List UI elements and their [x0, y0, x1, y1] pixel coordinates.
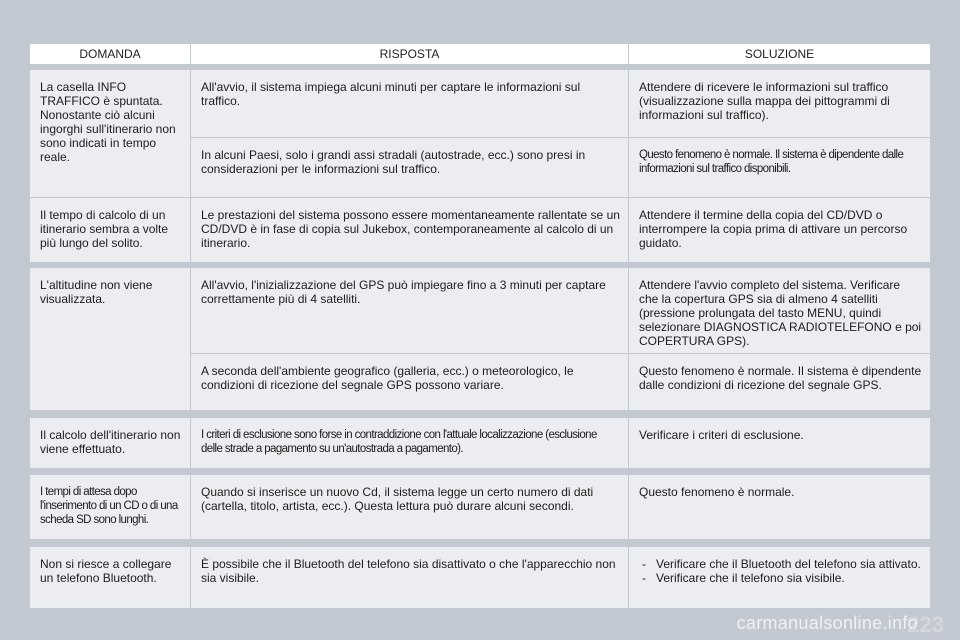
- answer-cell: In alcuni Paesi, solo i grandi assi stradali (autostrade, ecc.) sono presi in considerazioni per le informazioni sul traffico.: [191, 138, 628, 197]
- solution-cell: Attendere di ricevere le informazioni sul traffico (visualizzazione sulla mappa dei pittogrammi di informazioni sul traffico).: [629, 70, 930, 137]
- question-cell: I tempi di attesa dopo l'inserimento di un CD o di una scheda SD sono lunghi.: [30, 475, 190, 539]
- answer-cell: I criteri di esclusione sono forse in contraddizione con l'attuale localizzazione (esclusione delle strade a pagamento su un'autostrada a pagamento).: [191, 418, 628, 468]
- solution-cell: Questo fenomeno è normale. Il sistema è dipendente dalle informazioni sul traffico disponibili.: [629, 138, 930, 197]
- question-cell: Il calcolo dell'itinerario non viene effettuato.: [30, 418, 190, 468]
- answer-cell: All'avvio, l'inizializzazione del GPS può impiegare fino a 3 minuti per captare correttamente più di 4 satelliti.: [191, 268, 628, 353]
- solution-cell: Verificare i criteri di esclusione.: [629, 418, 930, 468]
- solution-cell: Attendere il termine della copia del CD/DVD o interrompere la copia prima di attivare un percorso guidato.: [629, 198, 930, 262]
- solution-cell: [629, 547, 930, 608]
- header-risposta: RISPOSTA: [191, 44, 628, 64]
- solution-list-item: - Verificare che il telefono sia visibile.: [639, 571, 922, 585]
- question-cell: L'altitudine non viene visualizzata.: [30, 268, 190, 410]
- answer-cell: Quando si inserisce un nuovo Cd, il sistema legge un certo numero di dati (cartella, titolo, artista, ecc.). Questa lettura può durare alcuni secondi.: [191, 475, 628, 539]
- question-cell: Il tempo di calcolo di un itinerario sembra a volte più lungo del solito.: [30, 198, 190, 262]
- question-cell: La casella INFO TRAFFICO è spuntata. Nonostante ciò alcuni ingorghi sull'itinerario non sono indicati in tempo reale.: [30, 70, 190, 197]
- answer-cell: È possibile che il Bluetooth del telefono sia disattivato o che l'apparecchio non sia visibile.: [191, 547, 628, 608]
- solution-cell: Attendere l'avvio completo del sistema. Verificare che la copertura GPS sia di almeno 4 satelliti (pressione prolungata del tasto MENU, quindi selezionare DIAGNOSTICA RADIOTELEFONO e poi COPERTURA GPS).: [629, 268, 930, 353]
- solution-cell: Questo fenomeno è normale.: [629, 475, 930, 539]
- solution-cell: Questo fenomeno è normale. Il sistema è dipendente dalle condizioni di ricezione del segnale GPS.: [629, 354, 930, 410]
- solution-list-item: - Verificare che il Bluetooth del telefono sia attivato.: [639, 557, 922, 571]
- answer-cell: Le prestazioni del sistema possono essere momentaneamente rallentate se un CD/DVD è in fase di copia sul Jukebox, contemporaneamente al calcolo di un itinerario.: [191, 198, 628, 262]
- header-domanda: DOMANDA: [30, 44, 190, 64]
- solution-list: [639, 557, 922, 585]
- answer-cell: A seconda dell'ambiente geografico (galleria, ecc.) o meteorologico, le condizioni di ricezione del segnale GPS possono variare.: [191, 354, 628, 410]
- answer-cell: All'avvio, il sistema impiega alcuni minuti per captare le informazioni sul traffico.: [191, 70, 628, 137]
- watermark: carmanualsonline.info: [736, 613, 918, 633]
- header-soluzione: SOLUZIONE: [629, 44, 930, 64]
- page-number: 223: [907, 612, 944, 637]
- question-cell: Non si riesce a collegare un telefono Bluetooth.: [30, 547, 190, 608]
